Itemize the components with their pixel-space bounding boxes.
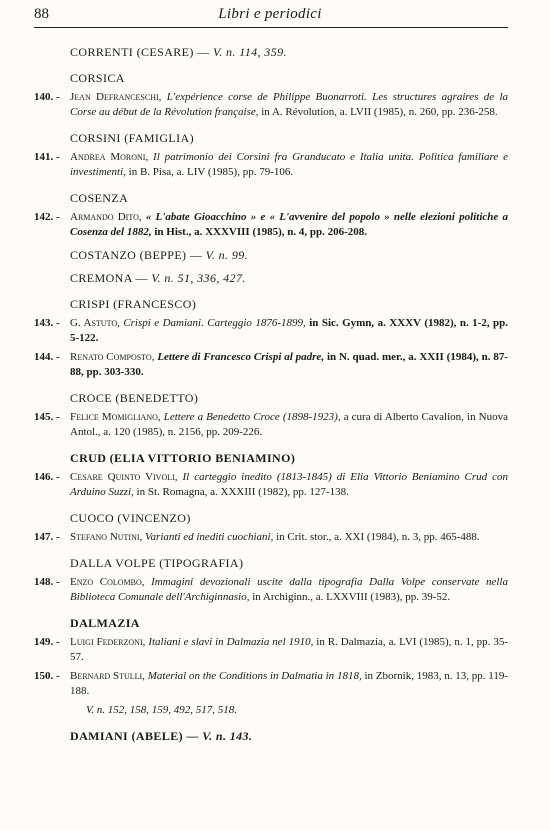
section-heading: COSTANZO (BEPPE) — V. n. 99. (70, 248, 249, 262)
entry-title: Crispi e Damiani. Carteggio 1876-1899, (123, 317, 306, 329)
see-also-reference: V. n. 152, 158, 159, 492, 517, 518. (86, 704, 238, 716)
section-heading: DAMIANI (ABELE) — V. n. 143. (70, 729, 253, 743)
bibliography-entry (34, 575, 508, 605)
section-heading: CUOCO (VINCENZO) (70, 511, 191, 525)
page-number: 88 (34, 6, 49, 22)
section-heading: CRISPI (FRANCESCO) (70, 297, 197, 311)
entry-title: Il patrimonio dei Corsini fra Granducato e Italia unita. Politica familiare e investimenti, (70, 151, 508, 178)
running-title: Libri e periodici (218, 6, 322, 22)
section-heading: COSENZA (70, 191, 129, 205)
section-heading: CRUD (ELIA VITTORIO BENIAMINO) (70, 451, 296, 465)
bibliography-entry (34, 530, 508, 545)
entry-author: Felice Momigliano, (70, 411, 161, 423)
entry-title: Material on the Conditions in Dalmatia in 1818, (147, 670, 362, 682)
entry-author: Bernard Stulli, (70, 670, 145, 682)
section-heading: CREMONA — V. n. 51, 336, 427. (70, 271, 246, 285)
section-heading: CORRENTI (CESARE) — V. n. 114, 359. (70, 45, 287, 59)
entry-number: 141. - (34, 151, 60, 163)
entry-number: 140. - (34, 91, 60, 103)
entry-text (70, 410, 508, 440)
entry-author: Stefano Nutini, (70, 531, 143, 543)
entry-text (70, 90, 508, 120)
entry-text (70, 316, 508, 346)
entry-title: Italiani e slavi in Dalmazia nel 1910, (148, 636, 314, 648)
entry-number: 146. - (34, 471, 60, 483)
entry-text (70, 350, 508, 380)
header-rule (34, 27, 508, 28)
bibliography-entry (34, 470, 508, 500)
entry-title: Il carteggio inedito (1813-1845) di Elia Vittorio Beniamino Crud con Arduino Suzzi, (70, 471, 509, 498)
bibliography-entry (34, 410, 508, 440)
section-heading: DALLA VOLPE (TIPOGRAFIA) (70, 556, 244, 570)
entry-number: 147. - (34, 531, 60, 543)
entry-author: G. Astuto, (70, 317, 120, 329)
bibliography-entry (34, 635, 508, 665)
bibliography-entry (34, 350, 508, 380)
entry-text (70, 470, 508, 500)
entry-source: in Zbornik, 1983, n. 13, pp. 119-188. (70, 670, 509, 697)
bibliography-entry (34, 150, 508, 180)
entry-source: in R. Dalmazia, a. LVI (1985), n. 1, pp. 35-57. (70, 636, 509, 663)
entry-author: Cesare Quinto Vivoli, (70, 471, 178, 483)
bibliography-entry (34, 669, 508, 699)
entry-source: in A. Révolution, a. LVII (1985), n. 260, pp. 236-258. (261, 106, 498, 118)
entry-title: Immagini devozionali uscite dalla tipografia Dalla Volpe conservate nella Biblioteca Comunale dell'Archiginnasio, (70, 576, 508, 603)
entry-text (70, 575, 508, 605)
bibliography-entry (34, 210, 508, 240)
entry-text (70, 635, 508, 665)
bibliography-entry (34, 90, 508, 120)
entry-number: 142. - (34, 211, 60, 223)
entry-title: L'expérience corse de Philippe Buonarroti. Les structures agraires de la Corse au début de la Révolution française, (70, 91, 509, 118)
entry-source: in Hist., a. XXXVIII (1985), n. 4, pp. 206-208. (154, 226, 368, 238)
entry-source: in N. quad. mer., a. XXII (1984), n. 87-88, pp. 303-330. (70, 351, 508, 378)
section-heading: DALMAZIA (70, 616, 140, 630)
entry-number: 150. - (34, 670, 60, 682)
entry-source: in B. Pisa, a. LIV (1985), pp. 79-106. (128, 166, 294, 178)
entry-number: 149. - (34, 636, 60, 648)
entry-author: Andrea Moroni, (70, 151, 149, 163)
entry-text (70, 210, 508, 240)
section-heading: CORSICA (70, 71, 125, 85)
entry-author: Luigi Federzoni, (70, 636, 146, 648)
entry-text (70, 669, 508, 699)
entry-number: 143. - (34, 317, 60, 329)
bibliography-list (34, 44, 508, 744)
entry-number: 148. - (34, 576, 60, 588)
entry-text (70, 530, 508, 545)
entry-source: in Crit. stor., a. XXI (1984), n. 3, pp. 465-488. (276, 531, 480, 543)
section-heading: CROCE (BENEDETTO) (70, 391, 199, 405)
entry-title: Lettere di Francesco Crispi al padre, (157, 351, 325, 363)
section-heading: CORSINI (FAMIGLIA) (70, 131, 194, 145)
entry-author: Armando Dito, (70, 211, 142, 223)
entry-source: in St. Romagna, a. XXXIII (1982), pp. 127-138. (136, 486, 349, 498)
entry-source: a cura di Alberto Cavalion, in Nuova Antol., a. 120 (1985), n. 2156, pp. 209-226. (70, 411, 508, 438)
entry-number: 144. - (34, 351, 60, 363)
entry-author: Renato Composto, (70, 351, 155, 363)
entry-author: Jean Defranceschi, (70, 91, 162, 103)
bibliography-entry (34, 316, 508, 346)
entry-title: Lettere a Benedetto Croce (1898-1923), (163, 411, 341, 423)
entry-title: « L'abate Gioacchino » e « L'avvenire del popolo » nelle elezioni politiche a Cosenza del 1882, (70, 211, 508, 238)
entry-source: in Sic. Gymn, a. XXXV (1982), n. 1-2, pp. 5-122. (70, 317, 509, 344)
entry-title: Varianti ed inediti cuochiani, (145, 531, 274, 543)
entry-text (70, 150, 508, 180)
entry-source: in Archiginn., a. LXXVIII (1983), pp. 39-52. (252, 591, 451, 603)
entry-author: Enzo Colombo, (70, 576, 145, 588)
entry-number: 145. - (34, 411, 60, 423)
